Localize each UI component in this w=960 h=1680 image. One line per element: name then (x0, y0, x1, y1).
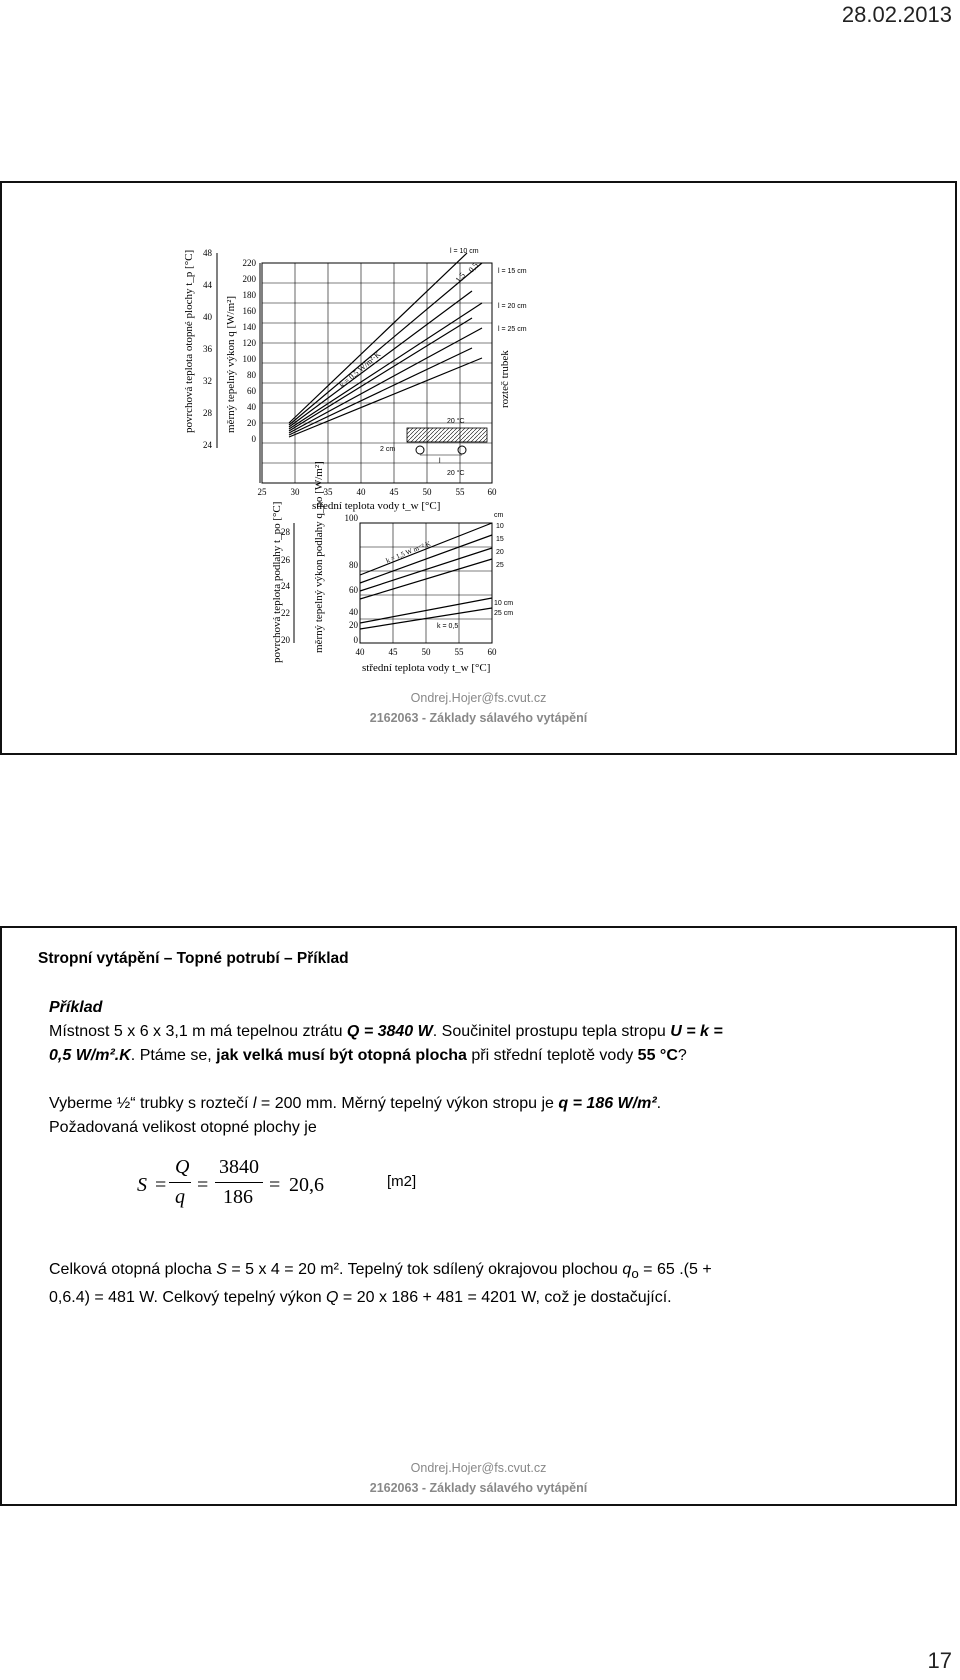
p2-l: l (252, 1095, 257, 1112)
bq-100: 100 (344, 513, 358, 523)
line-label-0-5: 0,5 (466, 260, 480, 275)
bx-60: 60 (487, 647, 497, 657)
p3-S: S (216, 1261, 227, 1278)
p1-a: Místnost 5 x 6 x 3,1 m má tepelnou ztrátu (49, 1023, 347, 1040)
spacing-20cm: l = 20 cm (498, 303, 527, 310)
p1-e: ? (677, 1047, 687, 1064)
tick-48: 48 (203, 248, 212, 258)
slide-example (0, 926, 957, 1506)
page-number: 17 (927, 1648, 952, 1673)
tick-28: 28 (203, 408, 212, 418)
page-date: 28.02.2013 (841, 2, 952, 27)
p3-a: Celková otopná plocha (49, 1261, 217, 1278)
spacing-15cm: l = 15 cm (498, 268, 527, 275)
spacing-title: rozteč trubek (499, 350, 511, 408)
formula-unit: [m2] (387, 1173, 417, 1190)
tick-200: 200 (242, 274, 256, 284)
bottom-right-axis-title: měrný tepelný výkon podlahy q_po [W/m²] (313, 461, 325, 653)
top-left-ticks (203, 248, 217, 450)
line-label-1-5: 1,5 (453, 270, 467, 285)
k-label-top: k = 0,5 W/m²·K (337, 349, 383, 390)
xt-25: 25 (257, 487, 267, 497)
bq-80: 80 (349, 560, 358, 570)
xt-55: 55 (455, 487, 465, 497)
bottom-cm-20: 20 (496, 549, 504, 556)
tick-80: 80 (247, 370, 256, 380)
example-heading (49, 996, 729, 1020)
bottom-x-label: střední teplota vody t_w [°C] (362, 662, 491, 674)
formula-eq2: = (197, 1174, 209, 1196)
bottom-k-lower: k = 0,5 (437, 623, 459, 630)
spacing-10cm: l = 10 cm (450, 248, 479, 255)
tick-100: 100 (242, 354, 256, 364)
xt-50: 50 (422, 487, 432, 497)
inset-l: l (439, 458, 441, 465)
tick-140: 140 (242, 322, 256, 332)
bt-24: 24 (281, 581, 290, 591)
tick-24: 24 (203, 440, 212, 450)
p1-bold: jak velká musí být otopná plocha (216, 1047, 467, 1064)
inset-20c-bottom: 20 °C (447, 470, 465, 477)
p3-c: = 65 .(5 + 0,6.4) = 481 W. Celkový tepelný výkon (49, 1261, 712, 1307)
formula-Q: Q (175, 1156, 190, 1178)
heating-chart (182, 223, 582, 683)
tick-20r: 20 (247, 418, 256, 428)
bt-26: 26 (281, 555, 290, 565)
p1-c: . Ptáme se, (130, 1047, 217, 1064)
top-right-axis-title: měrný tepelný výkon q [W/m²] (225, 295, 237, 433)
bt-22: 22 (281, 608, 290, 618)
formula-eq1: = (155, 1174, 167, 1196)
bottom-cm-10: 10 (496, 523, 504, 530)
p2-c: . Požadovaná velikost otopné plochy je (49, 1095, 662, 1136)
bx-55: 55 (454, 647, 464, 657)
bx-40: 40 (355, 647, 365, 657)
tick-60: 60 (247, 386, 256, 396)
bx-45: 45 (388, 647, 398, 657)
footer-course-2: 2162063 - Základy sálavého vytápění (369, 1481, 588, 1495)
p3-sub: o (631, 1266, 639, 1282)
tick-40: 40 (203, 312, 212, 322)
bottom-cm-15: 15 (496, 536, 504, 543)
top-x-ticks (258, 487, 498, 497)
paragraph-3 (49, 1258, 729, 1310)
p1-d: při střední teplotě vody (466, 1047, 638, 1064)
bottom-k-upper: k = 1,5 W m⁻² K (384, 539, 432, 565)
xt-30: 30 (290, 487, 300, 497)
bq-20: 20 (349, 620, 358, 630)
tick-40r: 40 (247, 402, 256, 412)
bt-20: 20 (281, 635, 290, 645)
slide-chart (0, 181, 957, 755)
bottom-cm-25: 25 (496, 562, 504, 569)
tick-180: 180 (242, 290, 256, 300)
slide2-footer (2, 1458, 955, 1498)
formula-q: q (175, 1186, 185, 1208)
p1-temp: 55 °C (637, 1047, 678, 1064)
p3-Q: Q (326, 1289, 339, 1307)
bottom-cm-unit: cm (494, 512, 504, 519)
top-right-ticks (243, 258, 261, 483)
tick-120: 120 (242, 338, 256, 348)
p3-qo: q (622, 1261, 632, 1278)
tick-32: 32 (203, 376, 212, 386)
bottom-x-ticks (356, 647, 498, 657)
slide-title: Stropní vytápění – Topné potrubí – Příklad (38, 950, 349, 967)
bottom-left-axis-title: povrchová teplota podlahy t_po [°C] (271, 501, 283, 663)
bx-50: 50 (421, 647, 431, 657)
p1-u: U = k = 0,5 W/m².K (49, 1023, 723, 1064)
p2-b: = 200 mm. Měrný tepelný výkon stropu je (256, 1095, 559, 1112)
formula-eq3: = (269, 1174, 281, 1196)
bottom-lower-25cm: 25 cm (494, 610, 514, 617)
tick-0r: 0 (251, 434, 256, 444)
top-curves (289, 253, 482, 437)
bq-60: 60 (349, 585, 358, 595)
bt-28: 28 (281, 527, 290, 537)
bq-0: 0 (353, 635, 358, 645)
formula-S: S (137, 1174, 147, 1196)
p1-q: Q = 3840 W (346, 1023, 433, 1040)
xt-45: 45 (389, 487, 399, 497)
footer-email-2: Ondrej.Hojer@fs.cvut.cz (410, 1461, 547, 1475)
xt-35: 35 (323, 487, 333, 497)
footer-course: 2162063 - Základy sálavého vytápění (369, 711, 588, 725)
area-formula (137, 1156, 457, 1226)
formula-result: 20,6 (289, 1174, 324, 1196)
bottom-lower-10cm: 10 cm (494, 600, 514, 607)
tick-36: 36 (203, 344, 212, 354)
example-heading-text: Příklad (49, 999, 103, 1016)
xt-60: 60 (487, 487, 497, 497)
p3-b: = 5 x 4 = 20 m². Tepelný tok sdílený okrajovou plochou (226, 1261, 623, 1278)
top-left-axis-title: povrchová teplota otopné plochy t_p [°C] (183, 249, 195, 433)
top-x-label: střední teplota vody t_w [°C] (312, 500, 441, 512)
footer-email: Ondrej.Hojer@fs.cvut.cz (410, 691, 547, 705)
formula-num: 3840 (219, 1156, 259, 1178)
paragraph-2 (49, 1092, 729, 1140)
p1-b: . Součinitel prostupu tepla stropu (432, 1023, 671, 1040)
tick-220: 220 (242, 258, 256, 268)
bq-40: 40 (349, 607, 358, 617)
p3-d: = 20 x 186 + 481 = 4201 W, což je dostačující. (338, 1289, 672, 1307)
p2-a: Vyberme ½“ trubky s roztečí (49, 1095, 253, 1112)
xt-40: 40 (356, 487, 366, 497)
bottom-right-ticks (345, 513, 359, 645)
spacing-25cm: l = 25 cm (498, 326, 527, 333)
inset-2cm: 2 cm (380, 446, 396, 453)
slide1-footer (2, 688, 955, 728)
paragraph-1 (49, 1020, 729, 1068)
pipe-inset (407, 428, 487, 455)
inset-20c-top: 20 °C (447, 418, 465, 425)
formula-den: 186 (223, 1186, 253, 1208)
tick-44: 44 (203, 280, 212, 290)
p2-q: q = 186 W/m² (558, 1095, 657, 1112)
tick-160: 160 (242, 306, 256, 316)
